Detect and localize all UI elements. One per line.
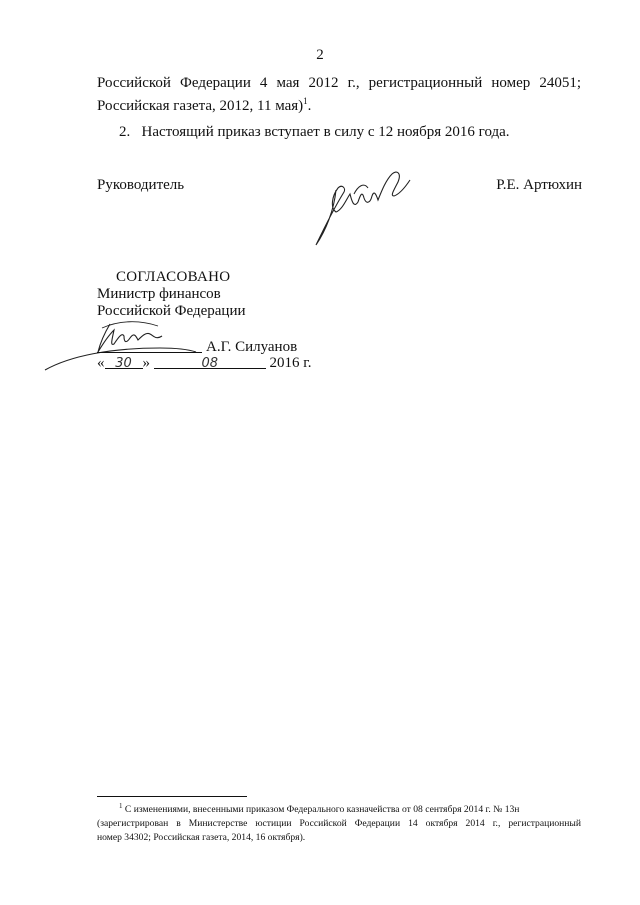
date-month-field xyxy=(154,354,266,369)
page-number: 2 xyxy=(316,47,324,63)
paragraph-text: Российская газета, 2012, 11 мая) xyxy=(97,98,304,114)
date-open-quote: « xyxy=(97,355,105,371)
footnote-text: С изменениями, внесенными приказом Федерального казначейства от 08 сентября 2014 г. № 13н xyxy=(124,804,520,815)
list-item-number: 2. xyxy=(119,124,131,140)
approver-name: А.Г. Силуанов xyxy=(206,339,298,355)
footnote-line: номер 34302; Российская газета, 2014, 16 октября). xyxy=(97,832,306,843)
date-year: 2016 г. xyxy=(269,355,312,371)
approval-date xyxy=(97,354,311,373)
approver-position: Министр финансов xyxy=(97,286,221,302)
signature-line xyxy=(97,352,202,353)
paragraph-period: . xyxy=(307,98,312,114)
approval-heading: СОГЛАСОВАНО xyxy=(116,269,231,285)
footnote-reference: 1 xyxy=(303,96,308,106)
signer-name: Р.Е. Артюхин xyxy=(496,177,582,193)
signer-title: Руководитель xyxy=(97,177,185,193)
footnote xyxy=(97,803,581,845)
date-close-quote: » xyxy=(142,355,150,371)
head-signature xyxy=(306,150,416,250)
paragraph-line: Российской Федерации 4 мая 2012 г., регистрационный номер 24051; xyxy=(97,75,581,91)
date-month: 08 xyxy=(201,356,219,371)
list-item xyxy=(119,123,510,142)
date-day: 30 xyxy=(115,356,132,371)
paragraph-line-end xyxy=(97,97,311,116)
approver-position-org: Российской Федерации xyxy=(97,303,246,319)
footnote-separator xyxy=(97,796,247,797)
date-day-field xyxy=(105,354,143,369)
list-item-text: Настоящий приказ вступает в силу с 12 ноября 2016 года. xyxy=(141,124,510,140)
footnote-line xyxy=(97,803,581,817)
footnote-marker: 1 xyxy=(119,801,123,810)
footnote-line: (зарегистрирован в Министерстве юстиции Российской Федерации 14 октября 2014 г., регистрационный xyxy=(97,818,581,829)
